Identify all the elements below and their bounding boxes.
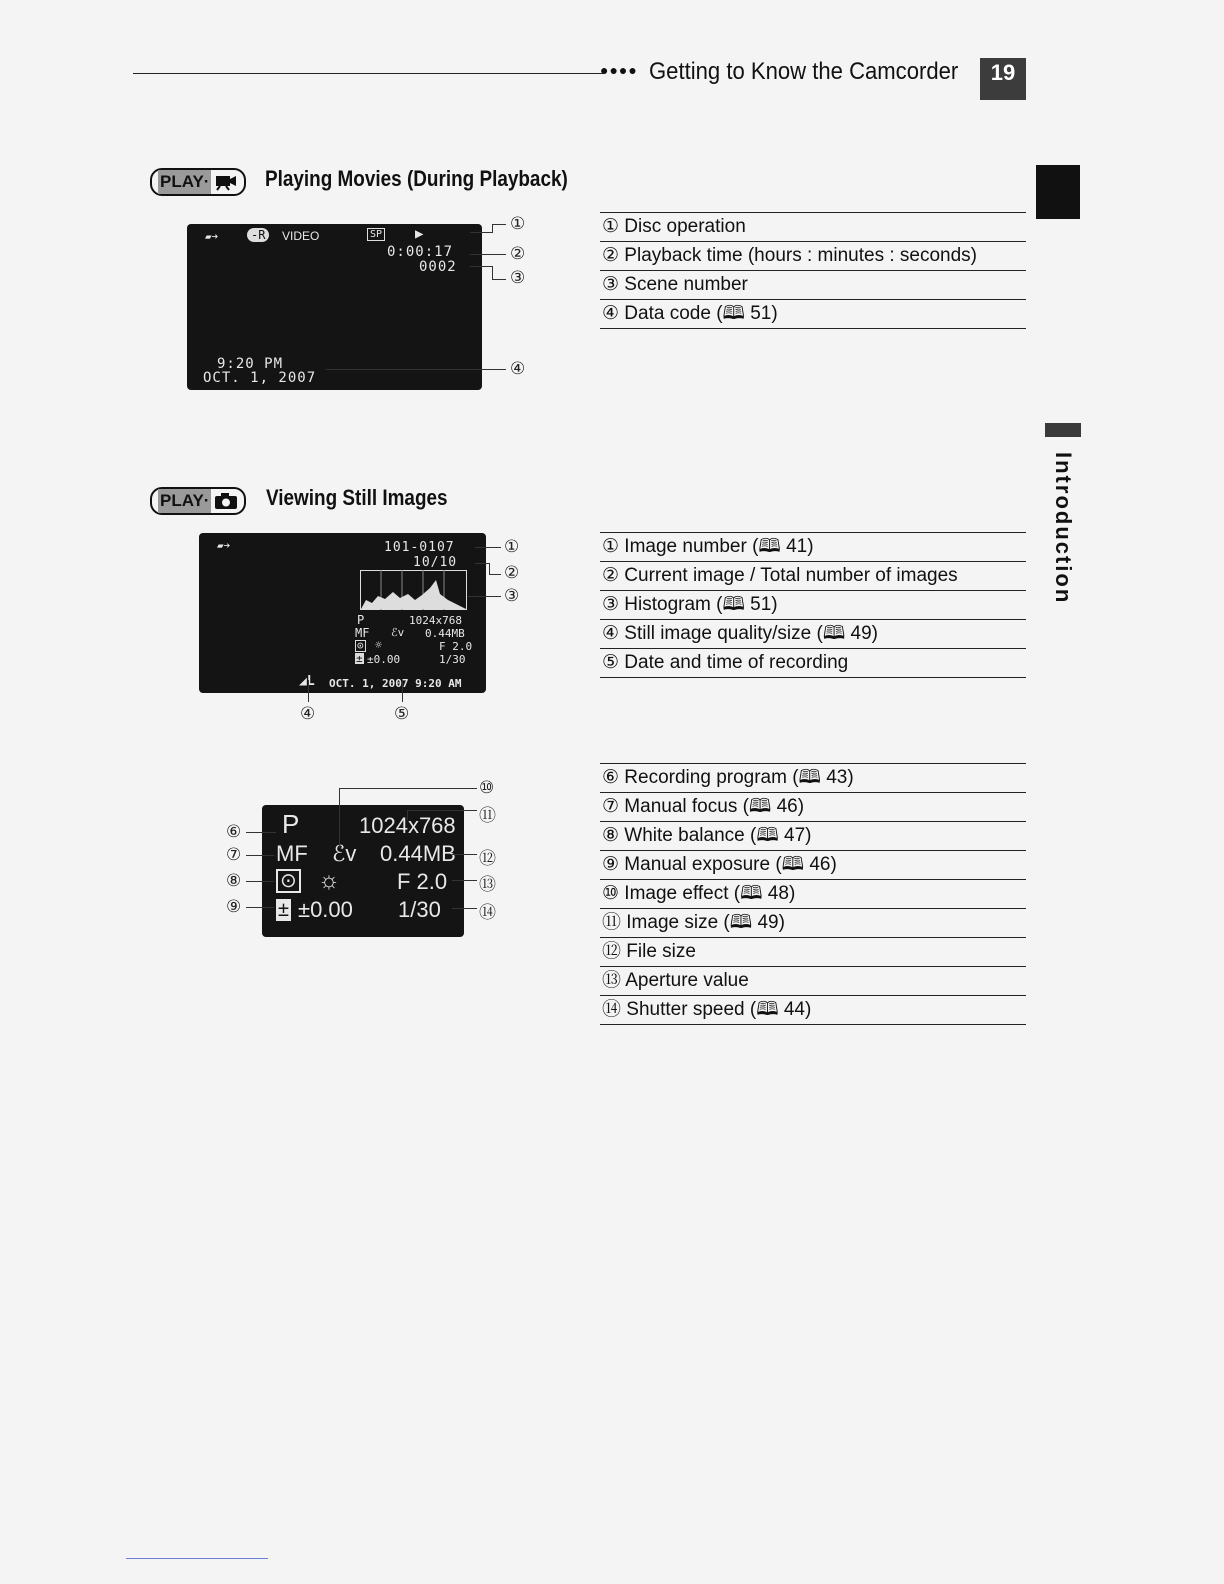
callout-line (407, 810, 477, 811)
callout-line (246, 907, 274, 908)
image-effect: ℰv (332, 841, 357, 866)
chapter-tab-block (1036, 165, 1080, 219)
legend-item: ④ Data code (🕮 51) (600, 299, 1026, 329)
manual-focus: MF (355, 626, 370, 640)
legend-item: ⑩ Image effect (🕮 48) (600, 879, 1026, 908)
footer-rule (126, 1558, 268, 1559)
legend-item: ② Current image / Total number of images (600, 561, 1026, 590)
legend-item: ③ Scene number (600, 270, 1026, 299)
clock-time: 9:20 PM (217, 356, 284, 372)
callout-marker: ⑪ (479, 806, 496, 826)
aperture-value: F 2.0 (439, 640, 473, 653)
white-balance-icon: ☼ (375, 638, 383, 652)
legend-item: ⑪ Image size (🕮 49) (600, 908, 1026, 937)
movie-playback-screen (187, 224, 482, 390)
histogram-graph (360, 570, 467, 610)
callout-line (470, 266, 492, 267)
callout-line (492, 224, 506, 225)
legend-item: ⑥ Recording program (🕮 43) (600, 763, 1026, 792)
callout-line (452, 880, 477, 881)
callout-line (339, 788, 340, 848)
legend-item: ① Image number (🕮 41) (600, 532, 1026, 561)
quality-icon: ◢L (299, 674, 315, 689)
recording-datetime: OCT. 1, 2007 9:20 AM (329, 677, 462, 690)
file-size: 0.44MB (425, 627, 465, 640)
badge-label: PLAY· (158, 170, 211, 194)
running-header-title: Getting to Know the Camcorder (649, 58, 959, 85)
file-size: 0.44MB (380, 841, 456, 866)
callout-line (470, 232, 492, 233)
exposure-icon: ± (278, 899, 289, 921)
callout-line (492, 279, 506, 280)
callout-marker: ⑫ (479, 849, 496, 869)
legend-item: ⑬ Aperture value (600, 966, 1026, 995)
callout-line (407, 810, 408, 820)
quality-size-label: L (306, 674, 315, 689)
metering-icon: ⊙ (276, 869, 301, 893)
image-number: 101-0107 (384, 540, 455, 555)
legend-item: ③ Histogram (🕮 51) (600, 590, 1026, 619)
image-size: 1024x768 (359, 813, 456, 838)
detail-legend-list (600, 763, 1026, 1025)
image-count: 10/10 (413, 555, 458, 570)
play-icon: ▶ (415, 226, 424, 242)
play-photo-mode-badge (150, 487, 246, 515)
callout-line (489, 563, 490, 574)
sp-mode-badge: SP (367, 228, 385, 241)
callout-marker: ③ (510, 268, 526, 288)
callout-line (402, 680, 403, 702)
callout-line (326, 369, 506, 370)
shutter-speed: 1/30 (439, 653, 466, 666)
still-info-detail-screen (262, 805, 464, 937)
chapter-tab-marker (1045, 423, 1081, 437)
callout-marker: ⑥ (226, 822, 242, 842)
image-effect: ℰv (391, 626, 405, 639)
callout-marker: ③ (504, 586, 520, 606)
callout-marker: ② (510, 244, 526, 264)
callout-line (246, 855, 274, 856)
playback-time: 0:00:17 (387, 244, 454, 260)
callout-line (492, 224, 493, 233)
callout-marker: ⑤ (394, 704, 410, 724)
callout-marker: ⑨ (226, 897, 242, 917)
callout-marker: ① (510, 214, 526, 234)
shutter-speed: 1/30 (398, 897, 441, 922)
callout-marker: ⑧ (226, 871, 242, 891)
legend-item: ⑦ Manual focus (🕮 46) (600, 792, 1026, 821)
callout-line (492, 266, 493, 279)
movie-legend-list (600, 212, 1026, 329)
section-title-movies: Playing Movies (During Playback) (265, 166, 568, 191)
exposure-icon: ± (356, 652, 363, 665)
disc-type-icon: -R (247, 228, 269, 242)
callout-line (475, 563, 489, 564)
image-size: 1024x768 (409, 614, 462, 627)
callout-marker: ⑩ (479, 778, 495, 798)
callout-line (246, 832, 276, 833)
camcorder-icon (214, 173, 238, 191)
legend-item: ④ Still image quality/size (🕮 49) (600, 619, 1026, 648)
white-balance-icon: ☼ (318, 867, 340, 894)
play-movie-mode-badge (150, 168, 246, 196)
callout-marker: ⑭ (479, 903, 496, 923)
callout-marker: ④ (510, 359, 526, 379)
legend-item: ② Playback time (hours : minutes : seconds) (600, 241, 1026, 270)
callout-marker: ⑦ (226, 845, 242, 865)
recording-program: P (357, 613, 365, 627)
camera-icon (214, 492, 238, 510)
callout-line (308, 680, 309, 702)
callout-marker: ② (504, 563, 520, 583)
recording-program: P (282, 809, 300, 839)
still-image-screen (199, 533, 486, 693)
legend-item: ① Disc operation (600, 212, 1026, 241)
legend-item: ⑤ Date and time of recording (600, 648, 1026, 678)
callout-line (452, 854, 477, 855)
badge-label: PLAY· (158, 489, 211, 513)
callout-line (246, 881, 274, 882)
callout-marker: ① (504, 537, 520, 557)
card-icon: ▰➔ (205, 230, 219, 243)
exposure-value: ±0.00 (367, 653, 401, 666)
callout-line (339, 788, 477, 789)
scene-number: 0002 (419, 259, 457, 275)
exposure-value: ±0.00 (298, 897, 353, 922)
callout-marker: ⑬ (479, 875, 496, 895)
aperture-value: F 2.0 (397, 869, 448, 894)
metering-icon: ⊙ (357, 639, 364, 652)
header-dots: ●●●● (600, 62, 638, 78)
section-title-stills: Viewing Still Images (266, 485, 448, 510)
card-icon: ▰➔ (217, 539, 231, 552)
callout-marker: ④ (300, 704, 316, 724)
legend-item: ⑫ File size (600, 937, 1026, 966)
legend-item: ⑭ Shutter speed (🕮 44) (600, 995, 1026, 1025)
chapter-side-label: Introduction (1051, 452, 1076, 605)
callout-line (470, 254, 506, 255)
callout-line (489, 574, 501, 575)
header-rule (133, 73, 603, 74)
still-legend-list (600, 532, 1026, 678)
callout-line (452, 908, 477, 909)
page-number: 19 (980, 58, 1026, 100)
callout-line (468, 596, 501, 597)
manual-focus: MF (276, 841, 308, 866)
disc-format-label: VIDEO (282, 229, 320, 243)
callout-line (475, 547, 501, 548)
legend-item: ⑧ White balance (🕮 47) (600, 821, 1026, 850)
recording-date: OCT. 1, 2007 (203, 370, 317, 386)
legend-item: ⑨ Manual exposure (🕮 46) (600, 850, 1026, 879)
